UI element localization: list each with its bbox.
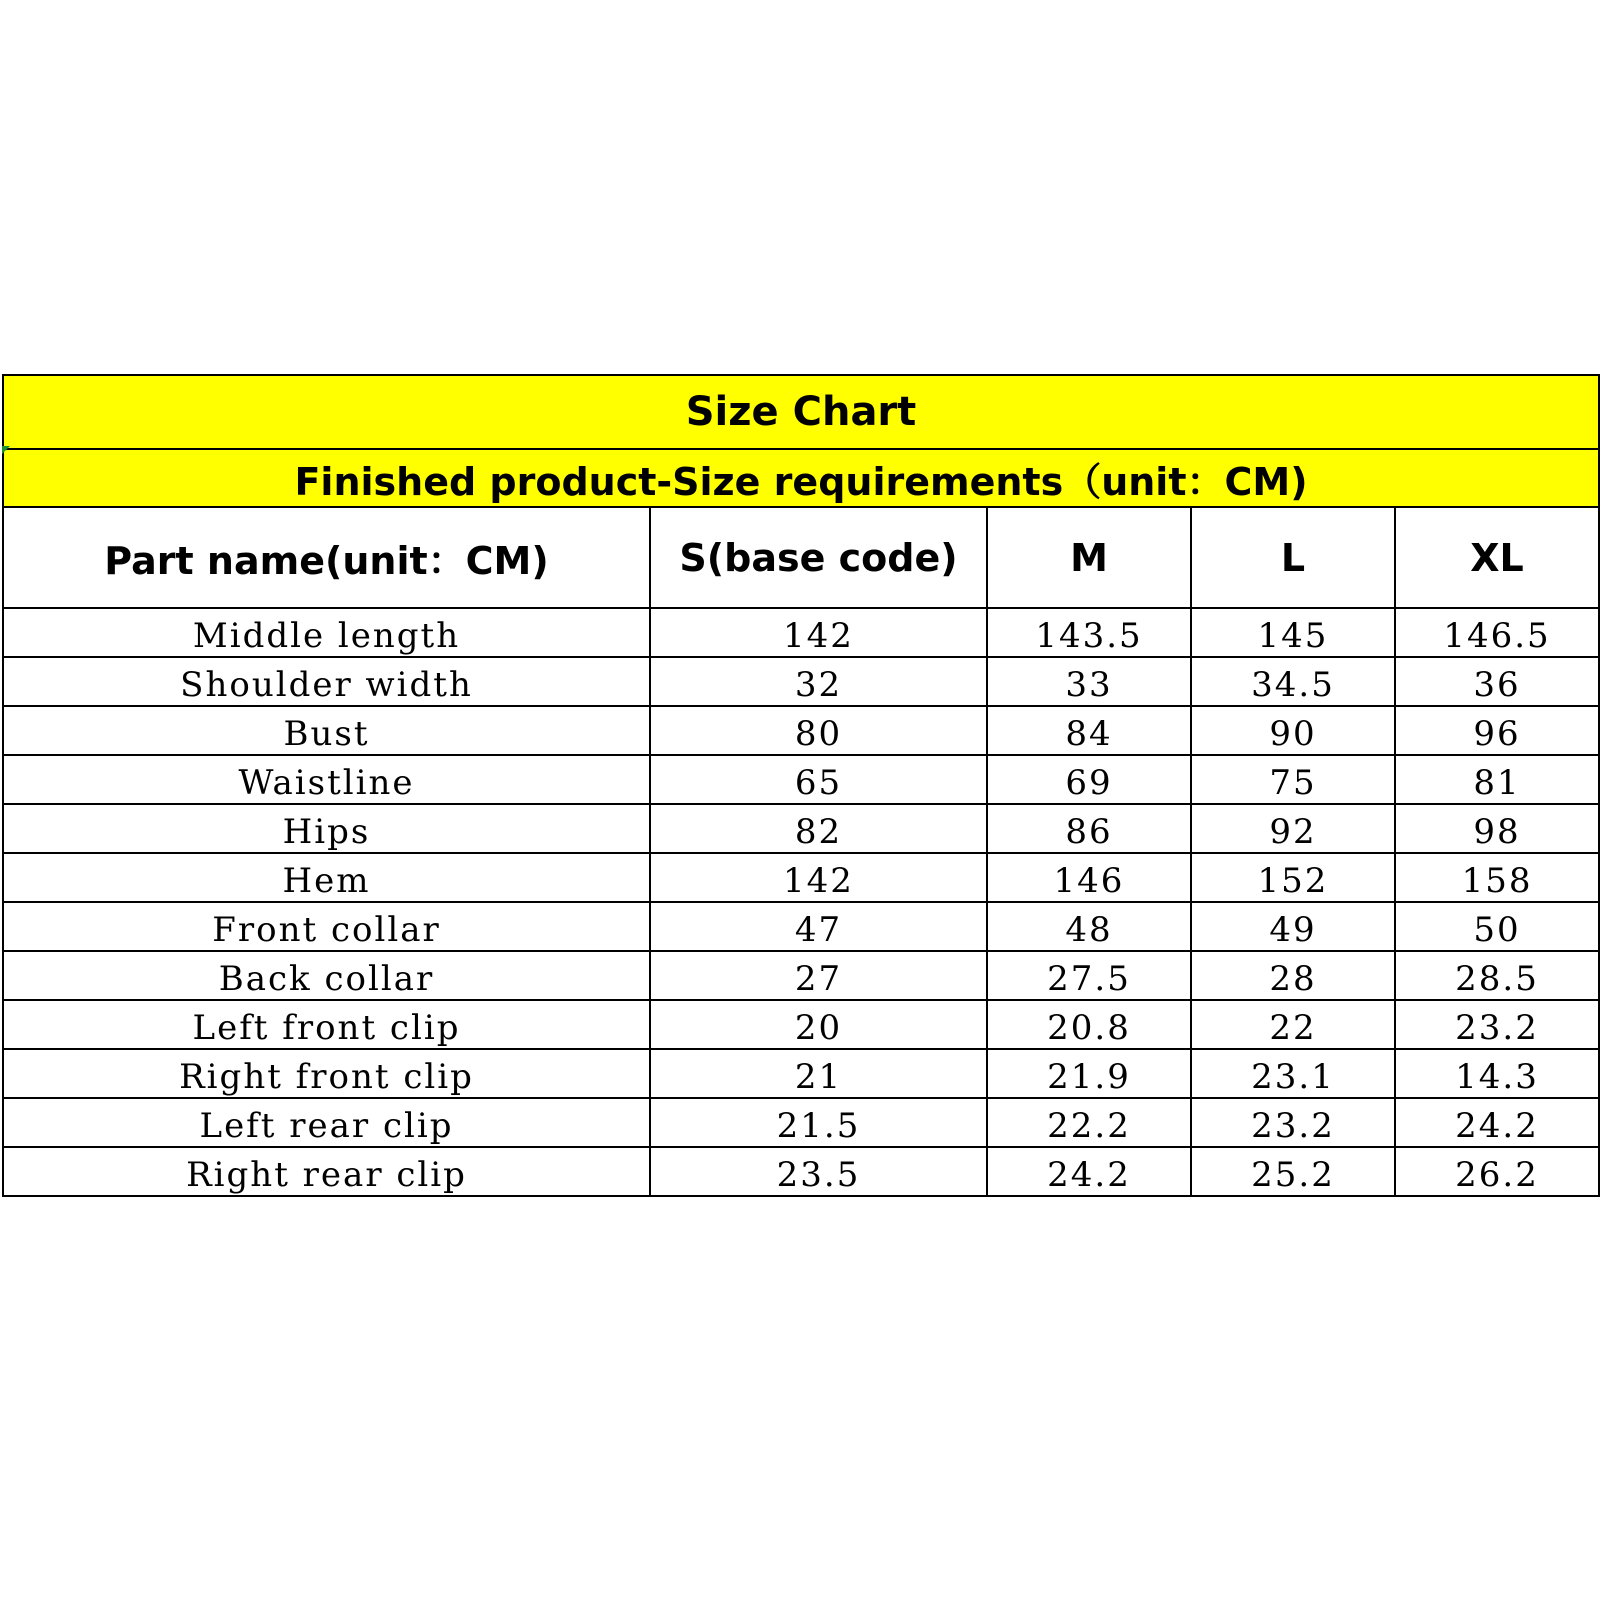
size-l-cell: 75 (1191, 755, 1395, 804)
table-title: Size Chart (3, 375, 1599, 449)
title-row (3, 375, 1599, 449)
part-name-cell: Bust (3, 706, 650, 755)
size-s-cell: 21.5 (650, 1098, 987, 1147)
size-xl-cell: 36 (1395, 657, 1599, 706)
table-row (3, 1098, 1599, 1147)
size-m-cell: 69 (987, 755, 1191, 804)
table-row (3, 657, 1599, 706)
part-name-cell: Hips (3, 804, 650, 853)
table-row (3, 608, 1599, 657)
size-m-cell: 22.2 (987, 1098, 1191, 1147)
size-xl-cell: 146.5 (1395, 608, 1599, 657)
part-name-cell: Right front clip (3, 1049, 650, 1098)
size-m-cell: 33 (987, 657, 1191, 706)
size-xl-cell: 158 (1395, 853, 1599, 902)
size-s-cell: 65 (650, 755, 987, 804)
size-s-cell: 80 (650, 706, 987, 755)
table-row (3, 951, 1599, 1000)
part-name-cell: Waistline (3, 755, 650, 804)
size-l-cell: 152 (1191, 853, 1395, 902)
table-row (3, 853, 1599, 902)
column-header-s: S(base code) (650, 507, 987, 608)
size-xl-cell: 14.3 (1395, 1049, 1599, 1098)
size-l-cell: 90 (1191, 706, 1395, 755)
column-header-m: M (987, 507, 1191, 608)
size-chart-table (2, 374, 1600, 1197)
size-s-cell: 82 (650, 804, 987, 853)
size-s-cell: 20 (650, 1000, 987, 1049)
size-l-cell: 23.1 (1191, 1049, 1395, 1098)
size-m-cell: 20.8 (987, 1000, 1191, 1049)
size-m-cell: 146 (987, 853, 1191, 902)
subtitle-row (3, 449, 1599, 507)
column-header-part-name: Part name(unit：CM) (3, 507, 650, 608)
size-l-cell: 22 (1191, 1000, 1395, 1049)
size-xl-cell: 28.5 (1395, 951, 1599, 1000)
table-row (3, 1049, 1599, 1098)
part-name-cell: Front collar (3, 902, 650, 951)
size-l-cell: 25.2 (1191, 1147, 1395, 1196)
part-name-cell: Back collar (3, 951, 650, 1000)
size-m-cell: 24.2 (987, 1147, 1191, 1196)
size-m-cell: 143.5 (987, 608, 1191, 657)
table-row (3, 902, 1599, 951)
size-s-cell: 142 (650, 608, 987, 657)
size-xl-cell: 24.2 (1395, 1098, 1599, 1147)
size-xl-cell: 81 (1395, 755, 1599, 804)
part-name-cell: Left front clip (3, 1000, 650, 1049)
column-header-row (3, 507, 1599, 608)
size-s-cell: 142 (650, 853, 987, 902)
table-row (3, 1000, 1599, 1049)
column-header-l: L (1191, 507, 1395, 608)
table-row (3, 1147, 1599, 1196)
table-row (3, 755, 1599, 804)
table-row (3, 706, 1599, 755)
part-name-cell: Shoulder width (3, 657, 650, 706)
size-l-cell: 28 (1191, 951, 1395, 1000)
size-xl-cell: 26.2 (1395, 1147, 1599, 1196)
size-s-cell: 47 (650, 902, 987, 951)
size-s-cell: 27 (650, 951, 987, 1000)
part-name-cell: Right rear clip (3, 1147, 650, 1196)
size-l-cell: 92 (1191, 804, 1395, 853)
size-s-cell: 32 (650, 657, 987, 706)
size-m-cell: 27.5 (987, 951, 1191, 1000)
size-m-cell: 86 (987, 804, 1191, 853)
part-name-cell: Hem (3, 853, 650, 902)
size-l-cell: 23.2 (1191, 1098, 1395, 1147)
size-xl-cell: 96 (1395, 706, 1599, 755)
size-xl-cell: 50 (1395, 902, 1599, 951)
part-name-cell: Left rear clip (3, 1098, 650, 1147)
part-name-cell: Middle length (3, 608, 650, 657)
column-header-xl: XL (1395, 507, 1599, 608)
size-m-cell: 84 (987, 706, 1191, 755)
size-xl-cell: 98 (1395, 804, 1599, 853)
table-subtitle: Finished product-Size requirements（unit：CM) (3, 449, 1599, 507)
size-s-cell: 21 (650, 1049, 987, 1098)
size-m-cell: 48 (987, 902, 1191, 951)
size-l-cell: 34.5 (1191, 657, 1395, 706)
cell-comment-marker (2, 446, 10, 454)
table-row (3, 804, 1599, 853)
size-l-cell: 145 (1191, 608, 1395, 657)
size-m-cell: 21.9 (987, 1049, 1191, 1098)
size-l-cell: 49 (1191, 902, 1395, 951)
size-s-cell: 23.5 (650, 1147, 987, 1196)
size-xl-cell: 23.2 (1395, 1000, 1599, 1049)
